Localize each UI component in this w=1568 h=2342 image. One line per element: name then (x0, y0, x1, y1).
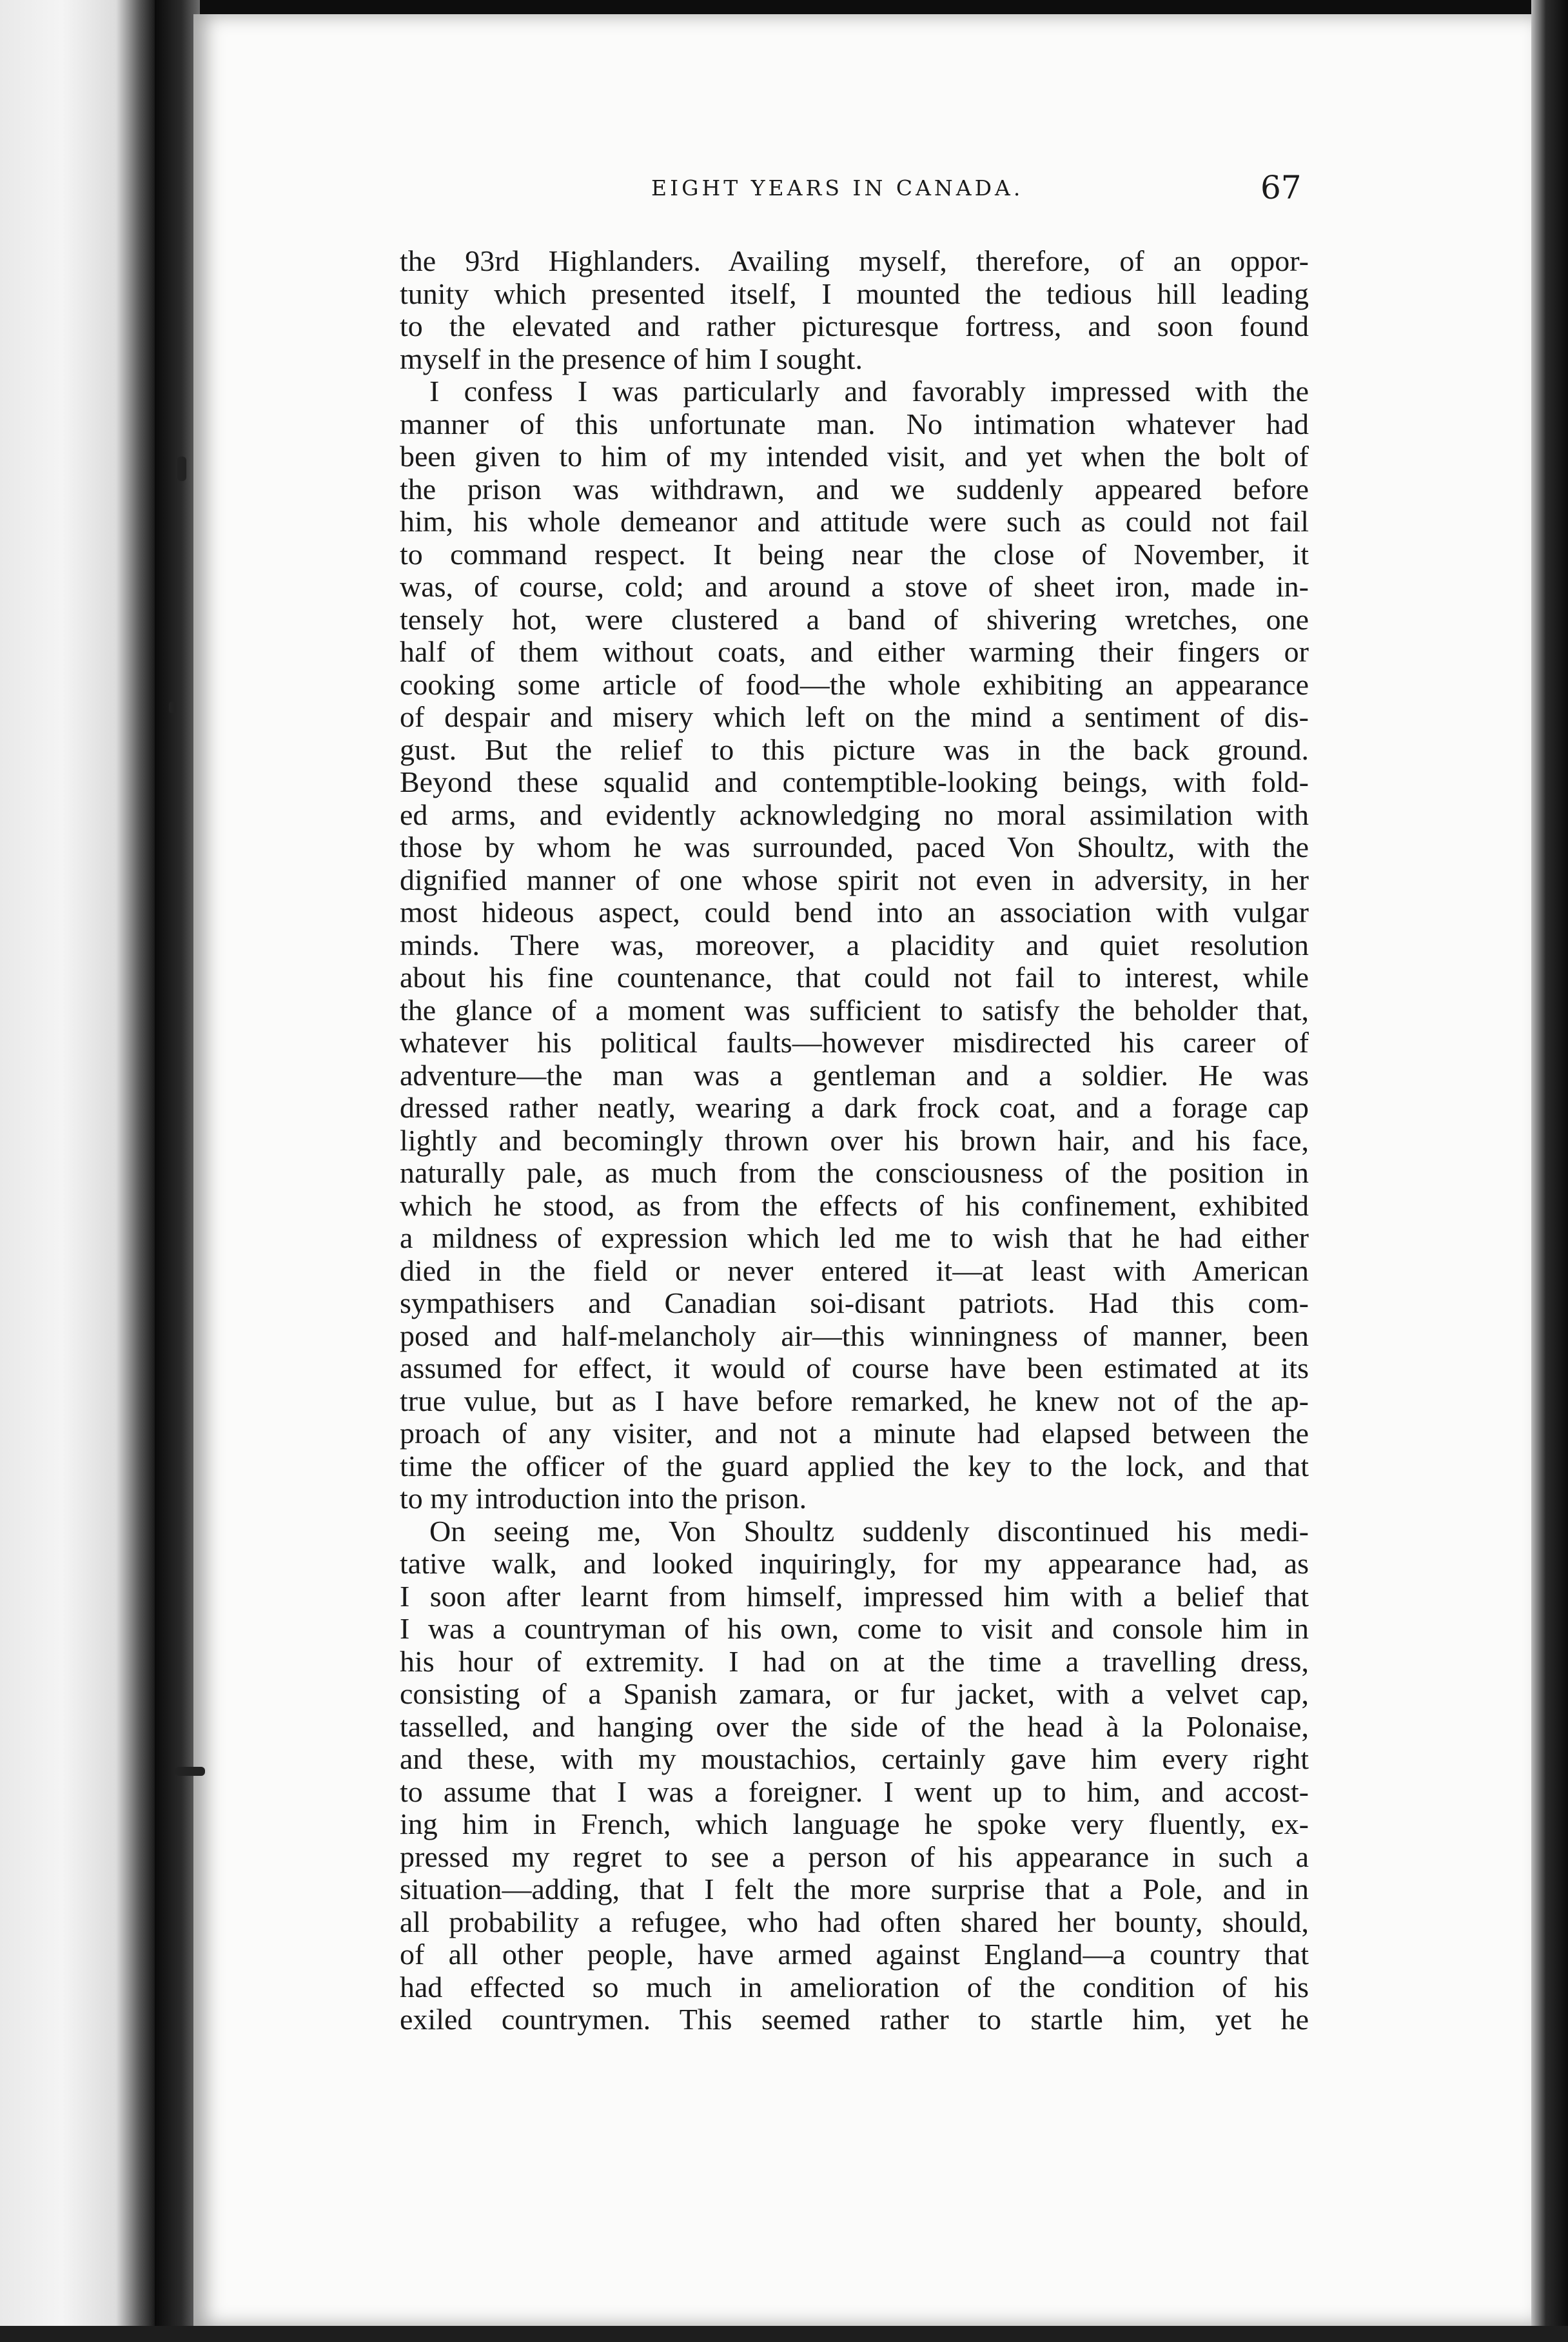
text-line: Beyond these squalid and contemptible-looking beings, with fold- (400, 766, 1309, 798)
text-line: time the officer of the guard applied the key to the lock, and that (400, 1450, 1309, 1482)
text-line: tasselled, and hanging over the side of the head à la Polonaise, (400, 1710, 1309, 1743)
text-line: situation—adding, that I felt the more surprise that a Pole, and in (400, 1873, 1309, 1905)
text-line: dignified manner of one whose spirit not even in adversity, in her (400, 863, 1309, 896)
margin-speck (177, 457, 186, 481)
text-line: posed and half-melancholy air—this winningness of manner, been (400, 1319, 1309, 1352)
text-line: all probability a refugee, who had often shared her bounty, should, (400, 1905, 1309, 1938)
text-line: tunity which presented itself, I mounted the tedious hill leading (400, 277, 1309, 310)
margin-speck (175, 1767, 205, 1776)
text-line: ed arms, and evidently acknowledging no moral assimilation with (400, 798, 1309, 831)
text-line: lightly and becomingly thrown over his brown hair, and his face, (400, 1124, 1309, 1157)
text-line: to command respect. It being near the close of November, it (400, 538, 1309, 571)
text-line: I confess I was particularly and favorably impressed with the (429, 375, 1309, 408)
text-line: dressed rather neatly, wearing a dark frock coat, and a forage cap (400, 1092, 1309, 1124)
text-line: was, of course, cold; and around a stove of sheet iron, made in- (400, 571, 1309, 603)
body-text (400, 245, 1309, 2036)
text-line: I soon after learnt from himself, impressed him with a belief that (400, 1580, 1309, 1613)
text-line: adventure—the man was a gentleman and a soldier. He was (400, 1059, 1309, 1092)
text-line: of despair and misery which left on the mind a sentiment of dis- (400, 701, 1309, 733)
text-line: assumed for effect, it would of course have been estimated at its (400, 1352, 1309, 1384)
text-line: died in the field or never entered it—at least with American (400, 1254, 1309, 1287)
text-line: and these, with my moustachios, certainly gave him every right (400, 1743, 1309, 1775)
text-line: half of them without coats, and either warming their fingers or (400, 636, 1309, 668)
scan-right-edge (1531, 0, 1568, 2342)
text-line: which he stood, as from the effects of his confinement, exhibited (400, 1189, 1309, 1222)
page-number: 67 (1260, 169, 1302, 206)
text-line: the 93rd Highlanders. Availing myself, therefore, of an oppor- (400, 245, 1309, 277)
margin-speck (169, 702, 175, 713)
text-line: tensely hot, were clustered a band of shivering wretches, one (400, 603, 1309, 636)
text-line: tative walk, and looked inquiringly, for my appearance had, as (400, 1548, 1309, 1580)
text-line: been given to him of my intended visit, and yet when the bolt of (400, 440, 1309, 473)
text-line: him, his whole demeanor and attitude were such as could not fail (400, 506, 1309, 538)
text-line: sympathisers and Canadian soi-disant patriots. Had this com- (400, 1287, 1309, 1319)
text-line: I was a countryman of his own, come to visit and console him in (400, 1613, 1309, 1645)
text-line: proach of any visiter, and not a minute had elapsed between the (400, 1417, 1309, 1450)
text-line: a mildness of expression which led me to wish that he had either (400, 1222, 1309, 1254)
text-line: myself in the presence of him I sought. (400, 342, 863, 375)
text-line: true vulue, but as I have before remarked, he knew not of the ap- (400, 1384, 1309, 1417)
scan-bottom-edge (0, 2326, 1568, 2342)
text-line: the glance of a moment was sufficient to satisfy the beholder that, (400, 994, 1309, 1027)
paragraph (400, 245, 1309, 375)
text-line: whatever his political faults—however misdirected his career of (400, 1027, 1309, 1059)
text-line: about his fine countenance, that could not fail to interest, while (400, 961, 1309, 994)
text-line: to the elevated and rather picturesque fortress, and soon found (400, 310, 1309, 342)
text-line: pressed my regret to see a person of his appearance in such a (400, 1840, 1309, 1873)
text-line: to my introduction into the prison. (400, 1482, 807, 1515)
text-line: had effected so much in amelioration of the condition of his (400, 1971, 1309, 2003)
text-line: On seeing me, Von Shoultz suddenly discontinued his medi- (429, 1515, 1309, 1548)
text-line: manner of this unfortunate man. No intimation whatever had (400, 408, 1309, 440)
text-line: most hideous aspect, could bend into an association with vulgar (400, 896, 1309, 929)
text-line: to assume that I was a foreigner. I went up to him, and accost- (400, 1775, 1309, 1808)
text-line: those by whom he was surrounded, paced Von Shoultz, with the (400, 831, 1309, 863)
text-line: the prison was withdrawn, and we suddenly appeared before (400, 473, 1309, 506)
text-line: gust. But the relief to this picture was in the back ground. (400, 733, 1309, 766)
text-line: minds. There was, moreover, a placidity and quiet resolution (400, 929, 1309, 961)
facing-page-edge (0, 0, 155, 2342)
paragraph (400, 1515, 1309, 2036)
text-line: exiled countrymen. This seemed rather to startle him, yet he (400, 2003, 1309, 2036)
text-line: naturally pale, as much from the consciousness of the position in (400, 1157, 1309, 1189)
text-line: ing him in French, which language he spoke very fluently, ex- (400, 1808, 1309, 1840)
text-line: his hour of extremity. I had on at the time a travelling dress, (400, 1645, 1309, 1678)
text-line: consisting of a Spanish zamara, or fur jacket, with a velvet cap, (400, 1678, 1309, 1710)
text-line: of all other people, have armed against England—a country that (400, 1938, 1309, 1971)
paragraph (400, 375, 1309, 1515)
running-head: EIGHT YEARS IN CANADA. (651, 175, 1024, 201)
text-line: cooking some article of food—the whole exhibiting an appearance (400, 668, 1309, 701)
